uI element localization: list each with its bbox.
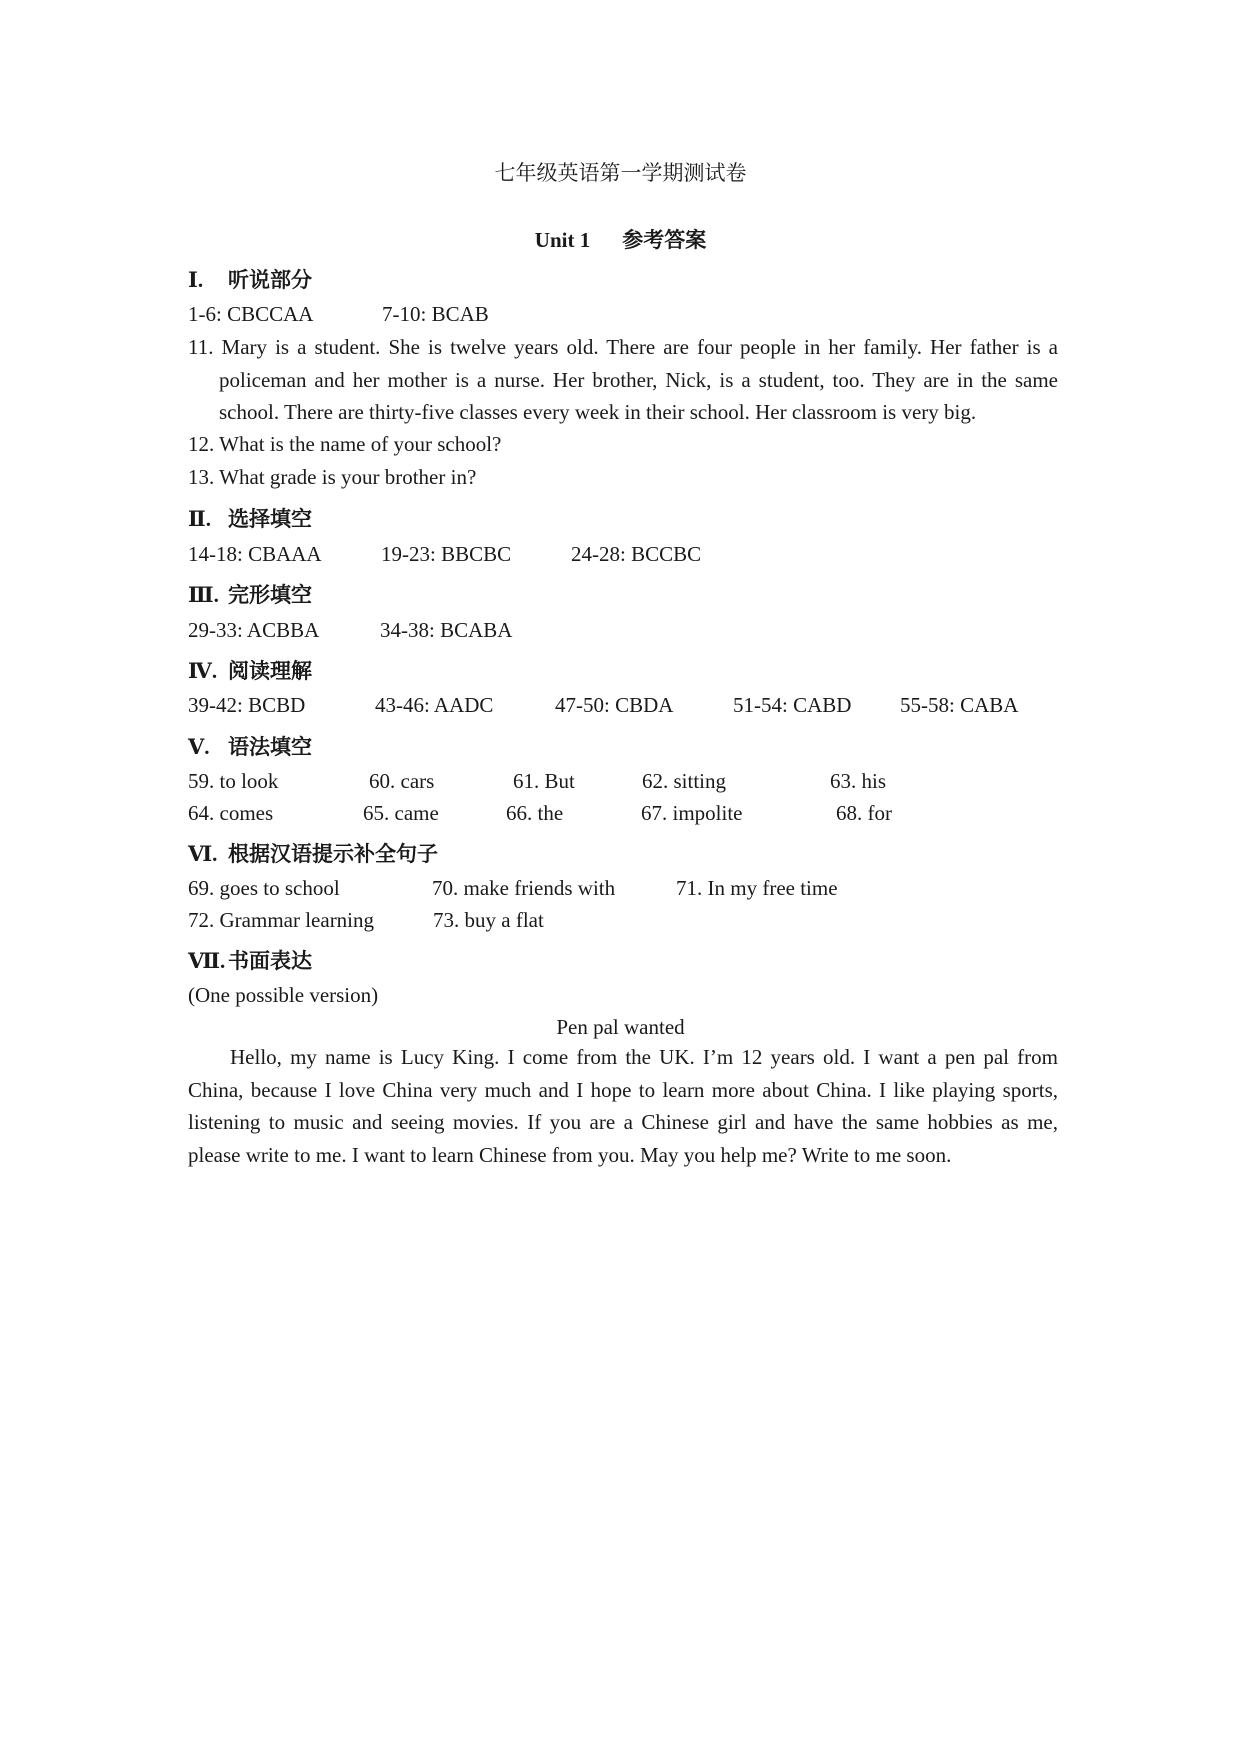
section-4-heading (188, 661, 312, 682)
answer-34-38: 34-38: BCABA (380, 618, 513, 642)
section-4-title: 阅读理解 (228, 659, 312, 683)
answer-70: 70. make friends with (432, 876, 616, 900)
page-title: 七年级英语第一学期测试卷 (494, 161, 747, 185)
section-3-heading (188, 585, 312, 606)
answer-63: 63. his (830, 769, 887, 793)
answer-12: 12. What is the name of your school? (188, 432, 502, 456)
answer-29-33: 29-33: ACBBA (188, 618, 320, 642)
section-1-numeral: Ⅰ. (188, 268, 204, 292)
essay-title: Pen pal wanted (556, 1015, 685, 1039)
essay-body: Hello, my name is Lucy King. I come from the UK. I’m 12 years old. I want a pen pal from China, because I love China very much and I hope to learn more about China. I like playing sports, listening to music and seeing movies. If you are a Chinese girl and have the same hobbies as me, please write to me. I want to learn Chinese from you. May you help me? Write to me soon. (188, 1045, 1058, 1167)
answer-47-50: 47-50: CBDA (555, 693, 674, 717)
section-3-title: 完形填空 (228, 583, 312, 607)
answer-73: 73. buy a flat (433, 908, 544, 932)
version-note: (One possible version) (188, 983, 379, 1007)
section-4-numeral: Ⅳ. (188, 659, 218, 683)
answer-60: 60. cars (369, 769, 435, 793)
answers-label: 参考答案 (622, 228, 707, 252)
answer-66: 66. the (506, 801, 564, 825)
answer-14-18: 14-18: CBAAA (188, 542, 322, 566)
section-2-numeral: Ⅱ. (188, 507, 211, 531)
section-6-numeral: Ⅵ. (188, 842, 218, 866)
answer-61: 61. But (513, 769, 575, 793)
answer-55-58: 55-58: CABA (900, 693, 1019, 717)
section-7-heading (188, 951, 312, 972)
answer-39-42: 39-42: BCBD (188, 693, 306, 717)
answer-64: 64. comes (188, 801, 274, 825)
unit-label: Unit 1 (534, 228, 591, 252)
section-5-heading (188, 737, 312, 758)
section-5-title: 语法填空 (228, 735, 312, 759)
section-7-title: 书面表达 (228, 949, 312, 973)
section-5-numeral: Ⅴ. (188, 735, 210, 759)
section-6-title: 根据汉语提示补全句子 (228, 842, 438, 866)
page-subtitle (0, 230, 1241, 251)
answer-11-passage: 11. Mary is a student. She is twelve years old. There are four people in her family. Her father is a policeman and her mother is a nurse. Her brother, Nick, is a student, too. They are in the same school. There are thirty-five classes every week in their school. Her classroom is very big. (188, 335, 1058, 424)
answer-19-23: 19-23: BBCBC (381, 542, 512, 566)
answer-1-6: 1-6: CBCCAA (188, 302, 314, 326)
section-3-numeral: Ⅲ. (188, 583, 219, 607)
answer-51-54: 51-54: CABD (733, 693, 852, 717)
section-2-heading (188, 509, 312, 530)
section-1-title: 听说部分 (228, 268, 312, 292)
answer-67: 67. impolite (641, 801, 743, 825)
answer-62: 62. sitting (642, 769, 727, 793)
answer-24-28: 24-28: BCCBC (571, 542, 702, 566)
answer-72: 72. Grammar learning (188, 908, 375, 932)
answer-59: 59. to look (188, 769, 279, 793)
answer-68: 68. for (836, 801, 892, 825)
section-2-title: 选择填空 (228, 507, 312, 531)
section-7-numeral: Ⅶ. (188, 949, 226, 973)
answer-69: 69. goes to school (188, 876, 340, 900)
answer-71: 71. In my free time (676, 876, 838, 900)
answer-13: 13. What grade is your brother in? (188, 465, 477, 489)
answer-43-46: 43-46: AADC (375, 693, 494, 717)
answer-7-10: 7-10: BCAB (382, 302, 489, 326)
section-1-heading (188, 270, 312, 291)
answer-65: 65. came (363, 801, 439, 825)
section-6-heading (188, 844, 438, 865)
